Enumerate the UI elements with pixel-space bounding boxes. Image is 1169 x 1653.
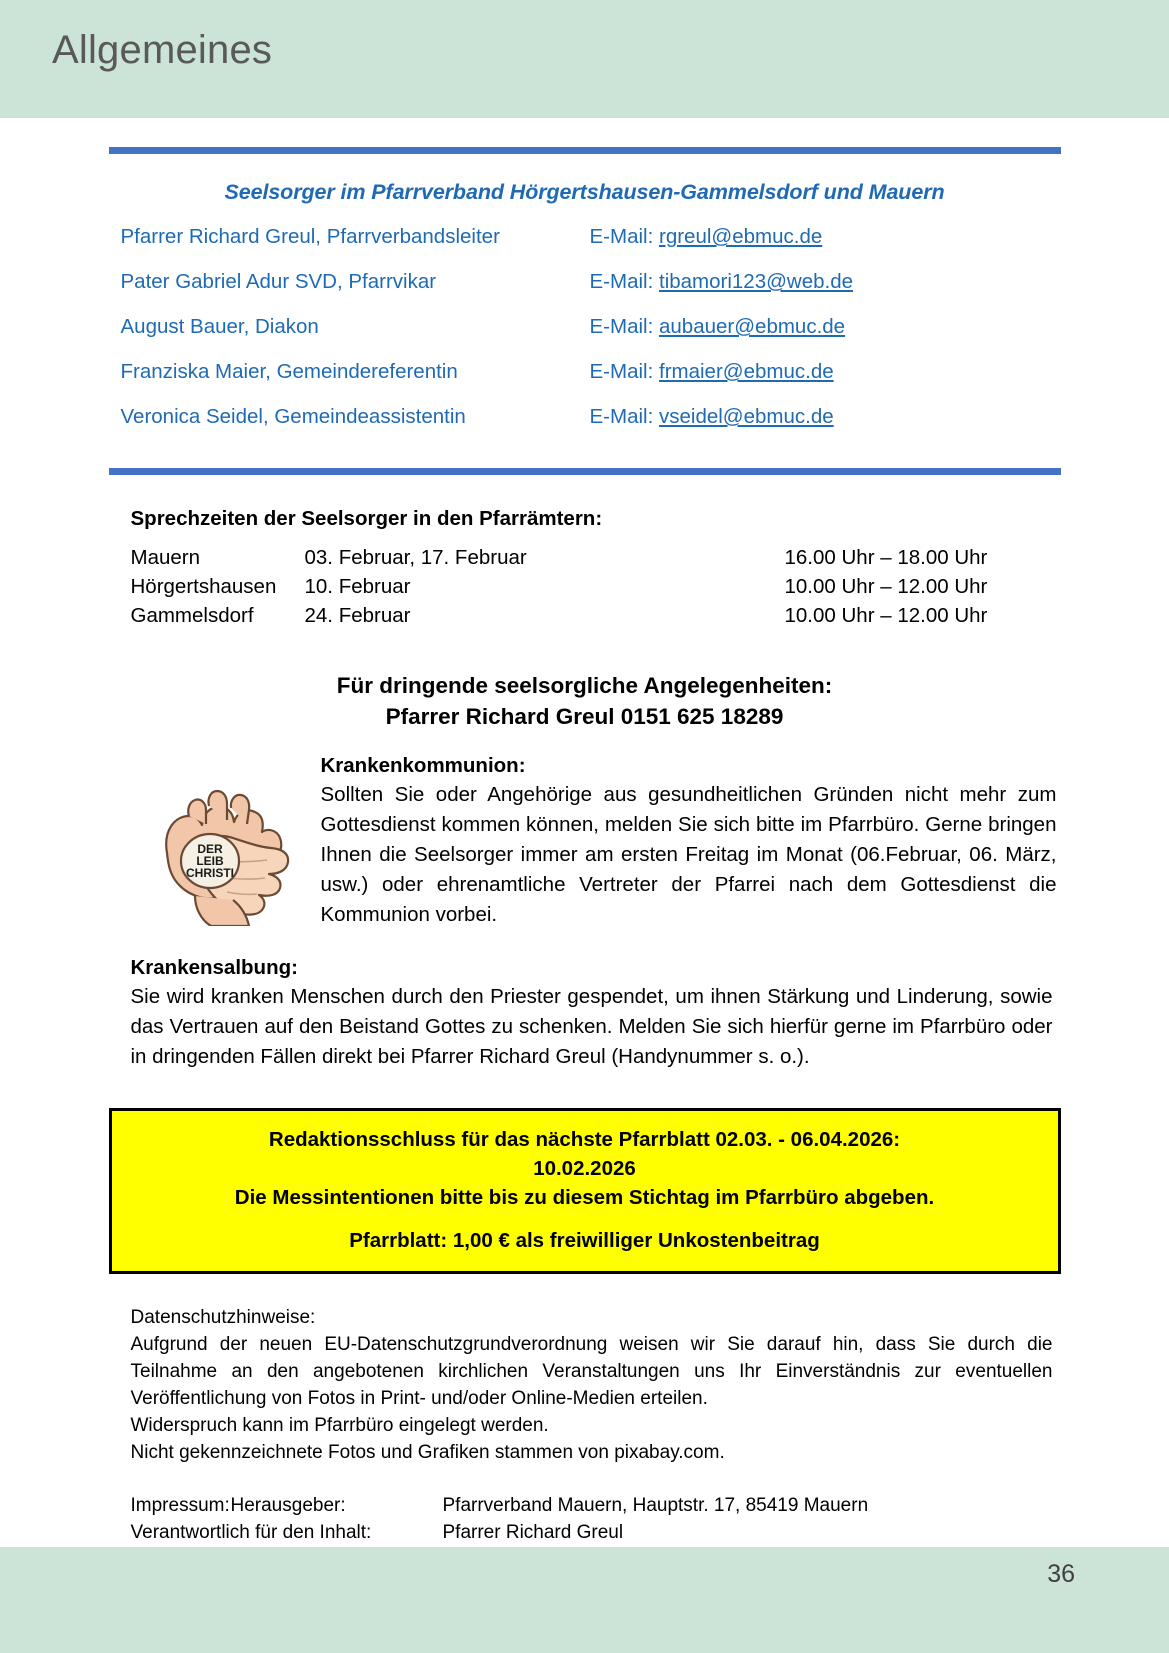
datenschutz-fotos: Nicht gekennzeichnete Fotos und Grafiken stammen von pixabay.com. — [130, 1442, 725, 1463]
email-link[interactable]: tibamori123@web.de — [659, 270, 854, 293]
impressum-publisher-value: Pfarrverband Mauern, Hauptstr. 17, 85419 Mauern — [442, 1495, 869, 1516]
email-link[interactable]: aubauer@ebmuc.de — [659, 315, 846, 338]
seelsorger-contact-table — [109, 225, 1061, 450]
redaktionsschluss-line-4: Pfarrblatt: 1,00 € als freiwilliger Unkostenbeitrag — [349, 1229, 820, 1252]
krankenkommunion-body: Sollten Sie oder Angehörige aus gesundheitlichen Gründen nicht mehr zum Gottesdienst kommen können, melden Sie sich bitte im Pfarrbüro. Gerne bringen Ihnen die Seelsorger immer am ersten Freitag im Monat (06.Februar, 06. März, usw.) oder ehrenamtliche Vertreter der Pfarrei nach dem Gottesdienst die Kommunion vorbei. — [320, 783, 1057, 926]
email-label: E-Mail: — [589, 360, 654, 383]
table-row — [131, 543, 1037, 572]
divider-rule-top — [109, 147, 1061, 154]
table-row — [109, 315, 1061, 360]
page-header-banner — [0, 0, 1169, 118]
sprechzeiten-section — [109, 507, 1061, 630]
krankenkommunion-section — [109, 754, 1061, 930]
page-title: Allgemeines — [52, 28, 273, 72]
krankensalbung-body: Sie wird kranken Menschen durch den Priester gespendet, um ihnen Stärkung und Linderung, sowie das Vertrauen auf den Beistand Gottes zu schenken. Melden Sie sich hierfür gerne im Pfarrbüro oder in dringenden Fällen direkt bei Pfarrer Richard Greul (Handynummer s. o.). — [130, 985, 1053, 1068]
email-label: E-Mail: — [589, 405, 654, 428]
contact-email-cell — [590, 360, 1061, 405]
sprechzeit-date: 10. Februar — [304, 575, 411, 598]
contact-name: August Bauer, Diakon — [120, 315, 319, 338]
sprechzeit-place: Gammelsdorf — [130, 604, 254, 627]
table-row — [131, 601, 1037, 630]
contact-name: Pfarrer Richard Greul, Pfarrverbandsleiter — [120, 225, 500, 248]
sprechzeit-time: 16.00 Uhr – 18.00 Uhr — [784, 546, 988, 569]
table-row — [109, 360, 1061, 405]
impressum-publisher-label: Herausgeber: — [230, 1495, 346, 1516]
table-row — [109, 270, 1061, 315]
impressum-block — [131, 1492, 1053, 1546]
communion-hands-icon — [137, 758, 305, 926]
krankenkommunion-heading: Krankenkommunion: — [320, 754, 526, 777]
table-row — [131, 1519, 869, 1546]
urgent-line-1: Für dringende seelsorgliche Angelegenheiten: — [336, 673, 833, 698]
datenschutz-heading: Datenschutzhinweise: — [130, 1307, 316, 1328]
host-text-line-3: CHRISTI — [185, 866, 234, 880]
email-link[interactable]: rgreul@ebmuc.de — [659, 225, 823, 248]
sprechzeit-place: Mauern — [130, 546, 201, 569]
contact-email-cell — [590, 405, 1061, 450]
sprechzeit-place: Hörgertshausen — [130, 575, 277, 598]
impressum-label: Impressum: — [130, 1495, 230, 1516]
table-row — [109, 405, 1061, 450]
contact-email-cell — [590, 315, 1061, 360]
sprechzeit-time: 10.00 Uhr – 12.00 Uhr — [784, 575, 988, 598]
contact-email-cell — [590, 270, 1061, 315]
impressum-responsible-value: Pfarrer Richard Greul — [442, 1522, 624, 1543]
sprechzeiten-heading: Sprechzeiten der Seelsorger in den Pfarrämtern: — [130, 507, 603, 530]
sprechzeit-date: 03. Februar, 17. Februar — [304, 546, 527, 569]
page-footer-banner — [0, 1547, 1169, 1653]
table-row — [109, 225, 1061, 270]
krankensalbung-heading: Krankensalbung: — [130, 956, 298, 979]
sprechzeit-time: 10.00 Uhr – 12.00 Uhr — [784, 604, 988, 627]
redaktionsschluss-line-2: 10.02.2026 — [533, 1157, 636, 1180]
table-row — [131, 572, 1037, 601]
hands-holding-host-image — [137, 758, 305, 926]
datenschutz-widerspruch: Widerspruch kann im Pfarrbüro eingelegt werden. — [130, 1415, 549, 1436]
contact-name: Franziska Maier, Gemeindereferentin — [120, 360, 458, 383]
urgent-contact-notice — [0, 670, 1169, 732]
divider-rule-bottom — [109, 468, 1061, 475]
page-content — [0, 118, 1169, 1546]
page-number: 36 — [1047, 1560, 1075, 1588]
sprechzeiten-table — [131, 543, 1037, 630]
host-text-line-2: LEIB — [195, 854, 224, 868]
urgent-line-2: Pfarrer Richard Greul 0151 625 18289 — [385, 704, 784, 729]
contact-email-cell — [590, 225, 1061, 270]
host-text-line-1: DER — [196, 842, 223, 856]
email-label: E-Mail: — [589, 225, 654, 248]
sprechzeit-date: 24. Februar — [304, 604, 411, 627]
contact-name: Veronica Seidel, Gemeindeassistentin — [120, 405, 466, 428]
footer-legal-section — [117, 1304, 1053, 1546]
email-label: E-Mail: — [589, 270, 654, 293]
impressum-table — [131, 1492, 869, 1546]
email-link[interactable]: frmaier@ebmuc.de — [659, 360, 834, 383]
contact-name: Pater Gabriel Adur SVD, Pfarrvikar — [120, 270, 437, 293]
email-link[interactable]: vseidel@ebmuc.de — [659, 405, 834, 428]
redaktionsschluss-box — [109, 1108, 1061, 1274]
seelsorger-heading: Seelsorger im Pfarrverband Hörgertshausen-Gammelsdorf und Mauern — [224, 180, 945, 204]
table-row — [131, 1492, 869, 1519]
datenschutz-paragraph: Aufgrund der neuen EU-Datenschutzgrundverordnung weisen wir Sie darauf hin, dass Sie durch die Teilnahme an den angebotenen kirchlichen Veranstaltungen uns Ihr Einverständnis zur eventuellen Veröffentlichung von Fotos in Print- und/oder Online-Medien erteilen. — [130, 1334, 1053, 1409]
email-label: E-Mail: — [589, 315, 654, 338]
krankensalbung-section — [117, 956, 1053, 1072]
krankenkommunion-text — [305, 754, 1061, 930]
impressum-responsible-label: Verantwortlich für den Inhalt: — [130, 1522, 372, 1543]
redaktionsschluss-line-1: Redaktionsschluss für das nächste Pfarrblatt 02.03. - 06.04.2026: — [268, 1128, 901, 1151]
redaktionsschluss-line-3: Die Messintentionen bitte bis zu diesem Stichtag im Pfarrbüro abgeben. — [234, 1186, 935, 1209]
